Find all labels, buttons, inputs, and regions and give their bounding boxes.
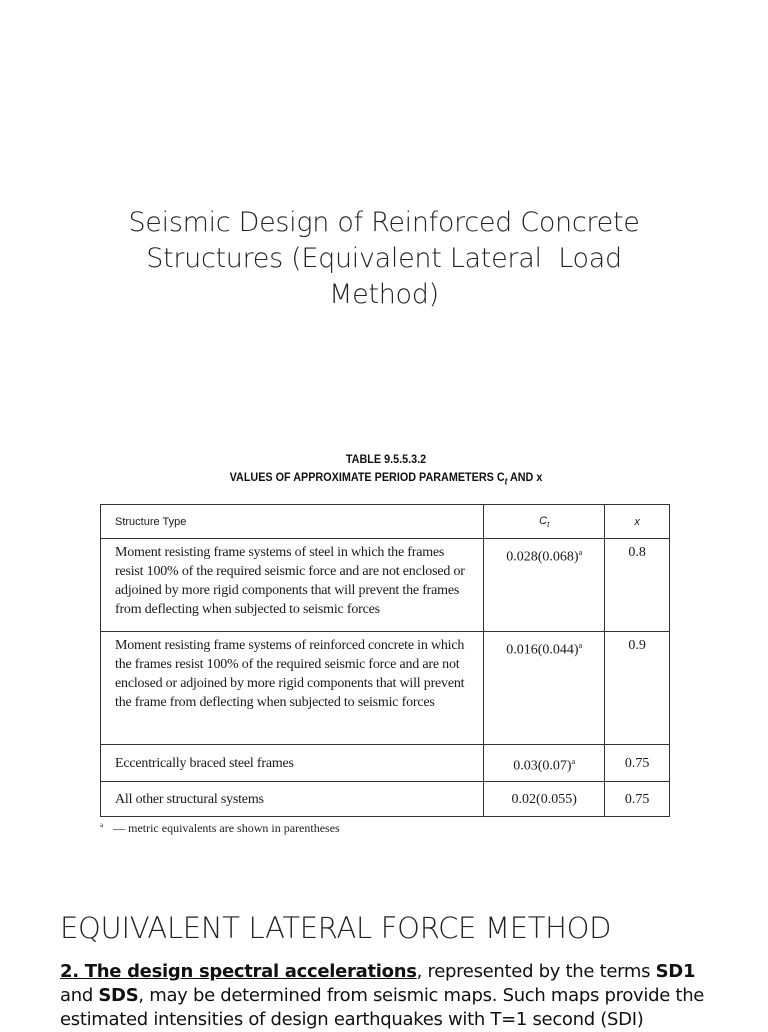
table-title [129,468,644,490]
ct-footnote-mark: a [571,756,576,766]
table-header-row [101,505,670,539]
ct-footnote-mark: a [578,641,583,651]
header-ct [484,505,605,539]
body-paragraph [60,960,720,1032]
paragraph-text: , represented by the terms [416,961,656,982]
header-x: x [605,505,670,539]
ct-cell [484,539,605,632]
table-number: TABLE 9.5.5.3.2 [345,452,427,466]
period-parameters-table [100,504,670,817]
header-ct-subscript: t [547,519,550,529]
slide-title-line: Structures (Equivalent Lateral Load [146,243,622,274]
footnote-text: — metric equivalents are shown in parentheses [113,821,340,836]
ct-cell [484,782,605,817]
x-cell: 0.9 [605,632,670,745]
ct-cell [484,632,605,745]
x-cell: 0.75 [605,782,670,817]
header-structure-type: Structure Type [101,505,484,539]
structure-type-cell: All other structural systems [101,782,484,817]
section-heading: EQUIVALENT LATERAL FORCE METHOD [60,911,612,945]
paragraph-text: and [60,985,99,1006]
term-sd1: SD1 [655,961,696,982]
ct-cell [484,745,605,782]
ct-footnote-mark: a [578,548,583,558]
term-sds: SDS [98,985,139,1006]
table-footnote [100,821,672,836]
x-cell: 0.8 [605,539,670,632]
table-title-suffix: AND x [507,470,543,484]
slide-title-line: Method) [329,279,439,310]
table-row [101,782,670,817]
ct-value: 0.028(0.068) [506,550,579,566]
table-title-subscript: t [504,476,508,487]
paragraph-lead: 2. The design spectral accelerations [60,961,417,982]
x-cell: 0.75 [605,745,670,782]
table-row [101,632,670,745]
structure-type-cell: Eccentrically braced steel frames [101,745,484,782]
table-row [101,539,670,632]
period-parameters-table-figure [100,450,672,836]
paragraph-text: , may be determined from seismic maps. Such maps provide the estimated intensities of design earthquakes with T=1 second (SDI) [60,985,705,1030]
ct-value: 0.016(0.044) [506,643,579,659]
table-title-prefix: VALUES OF APPROXIMATE PERIOD PARAMETERS C [229,470,505,484]
structure-type-cell: Moment resisting frame systems of reinforced concrete in which the frames resist 100% of the required seismic force and are not enclosed or adjoined by more rigid components that will prevent the frame from deflecting when subjected to seismic forces [101,632,484,745]
footnote-mark: a [100,821,104,830]
slide-title-line: Seismic Design of Reinforced Concrete [128,207,640,238]
table-caption [129,450,644,490]
ct-value: 0.03(0.07) [513,758,572,774]
header-ct-symbol: C [539,514,548,527]
slide-title [100,205,668,313]
ct-value: 0.02(0.055) [511,791,577,807]
structure-type-cell: Moment resisting frame systems of steel in which the frames resist 100% of the required seismic force and are not enclosed or adjoined by more rigid components that will prevent the frames from deflecting when subjected to seismic forces [101,539,484,632]
table-row [101,745,670,782]
